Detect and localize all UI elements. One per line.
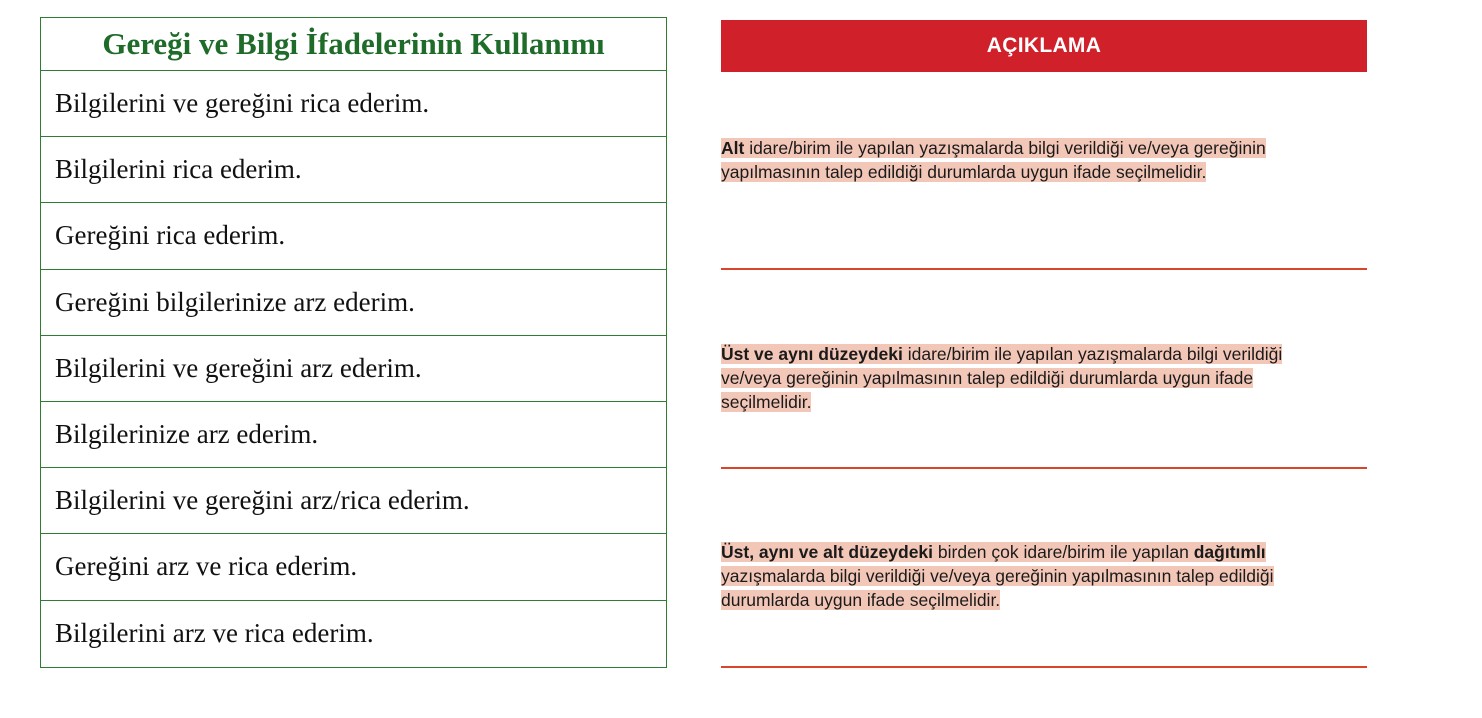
explanation-3-text: birden çok idare/birim ile yapılan bbox=[933, 542, 1194, 562]
table-row-text: Bilgilerini arz ve rica ederim. bbox=[55, 618, 374, 649]
table-row-text: Bilgilerinize arz ederim. bbox=[55, 419, 319, 450]
explanation-3-text-2: yazışmalarda bilgi verildiği ve/veya gereğinin yapılmasının talep edildiği durumlarda uygun ifade seçilmelidir. bbox=[721, 566, 1274, 610]
divider-1 bbox=[721, 268, 1367, 270]
explanation-3-highlight bbox=[721, 542, 1274, 610]
explanation-1-bold: Alt bbox=[721, 138, 745, 158]
table-row-text: Gereğini rica ederim. bbox=[55, 220, 286, 251]
table-title: Gereği ve Bilgi İfadelerinin Kullanımı bbox=[102, 26, 605, 61]
table-row-text: Bilgilerini ve gereğini arz/rica ederim. bbox=[55, 485, 470, 516]
table-row bbox=[41, 137, 666, 203]
explanation-3-bold: Üst, aynı ve alt düzeydeki bbox=[721, 542, 934, 562]
phrase-table bbox=[40, 17, 667, 668]
table-row bbox=[41, 402, 666, 468]
explanation-1-text: idare/birim ile yapılan yazışmalarda bilgi verildiği ve/veya gereğinin yapılmasının talep edildiği durumlarda uygun ifade seçilmelidir. bbox=[721, 138, 1266, 182]
explanation-2 bbox=[721, 342, 1321, 414]
explanation-3-bold-2: dağıtımlı bbox=[1193, 542, 1266, 562]
divider-2 bbox=[721, 467, 1367, 469]
table-row bbox=[41, 203, 666, 269]
table-title-row bbox=[41, 18, 666, 71]
explanation-2-highlight bbox=[721, 344, 1282, 412]
explanation-header bbox=[721, 20, 1367, 72]
table-row-text: Bilgilerini ve gereğini arz ederim. bbox=[55, 352, 422, 383]
explanation-1-highlight bbox=[721, 138, 1266, 182]
table-row-text: Gereğini bilgilerinize arz ederim. bbox=[55, 286, 415, 317]
explanation-2-text: idare/birim ile yapılan yazışmalarda bilgi verildiği ve/veya gereğinin yapılmasının talep edildiği durumlarda uygun ifade seçilmelidir. bbox=[721, 344, 1283, 412]
explanation-2-bold: Üst ve aynı düzeydeki bbox=[721, 344, 903, 364]
table-row bbox=[41, 534, 666, 600]
explanation-1 bbox=[721, 136, 1321, 184]
table-row-text: Gereğini arz ve rica ederim. bbox=[55, 551, 358, 582]
table-row-text: Bilgilerini ve gereğini rica ederim. bbox=[55, 88, 430, 119]
table-row bbox=[41, 336, 666, 402]
table-row bbox=[41, 601, 666, 667]
table-row-text: Bilgilerini rica ederim. bbox=[55, 154, 302, 185]
table-row bbox=[41, 270, 666, 336]
divider-3 bbox=[721, 666, 1367, 668]
table-row bbox=[41, 468, 666, 534]
explanation-3 bbox=[721, 540, 1321, 612]
table-row bbox=[41, 71, 666, 137]
explanation-header-label: AÇIKLAMA bbox=[986, 34, 1102, 57]
